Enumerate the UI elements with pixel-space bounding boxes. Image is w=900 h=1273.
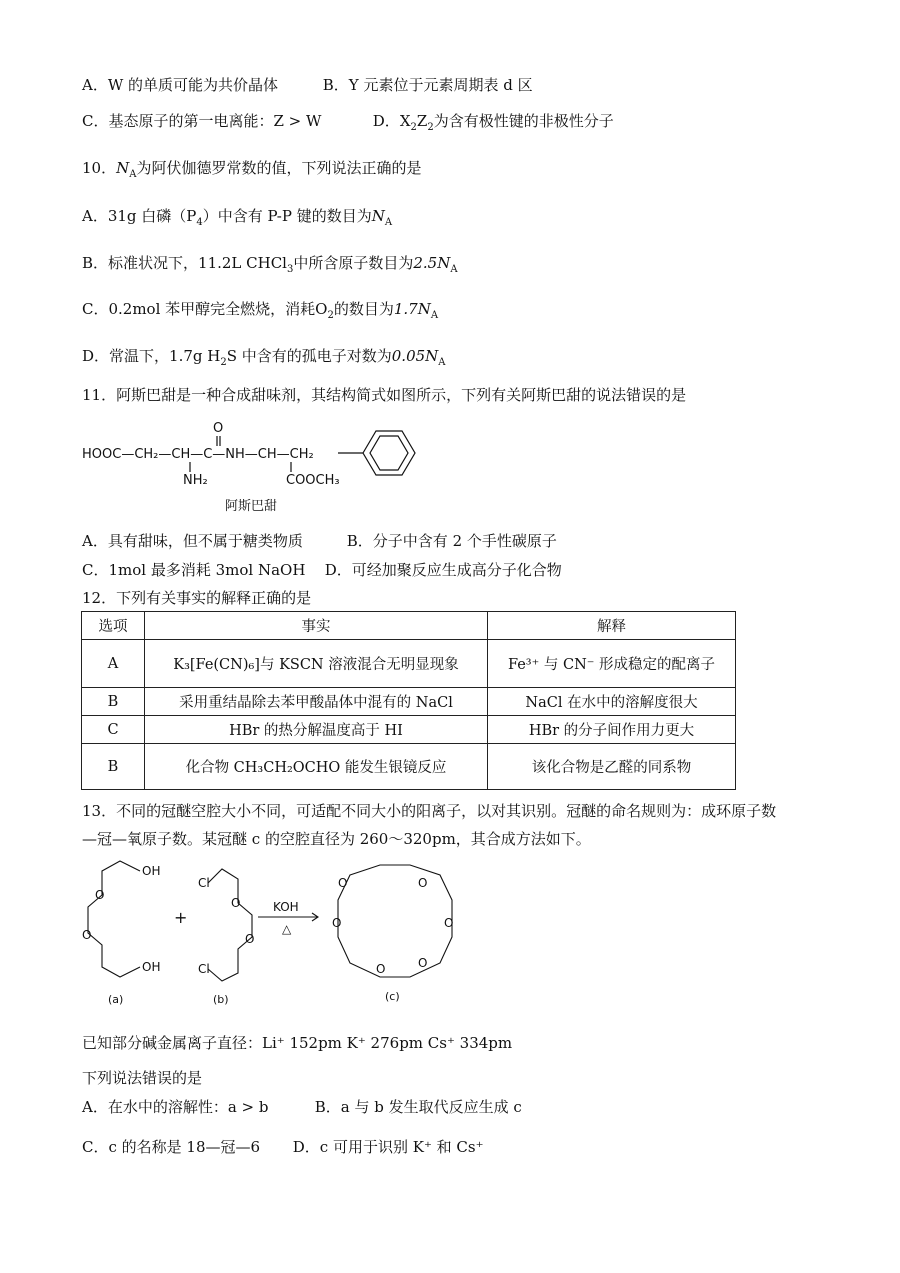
aspartame-structure — [80, 418, 440, 518]
q10-option-a: A．31g 白磷$(P_4)$中含有 P-P 键的数目为$N_A$ — [82, 207, 393, 228]
svg-text:O: O — [245, 932, 255, 946]
label-a: (a) — [108, 993, 124, 1006]
structure-caption: 阿斯巴甜 — [225, 499, 278, 514]
svg-text:O: O — [376, 962, 386, 976]
table-row: B 采用重结晶除去苯甲酸晶体中混有的 NaCl NaCl 在水中的溶解度很大 — [82, 688, 736, 716]
q13-stem-line-1: 13．不同的冠醚空腔大小不同，可适配不同大小的阳离子，以对其识别。冠醚的命名规则为：成环原子数 — [82, 802, 777, 820]
facts-table — [81, 611, 736, 790]
q11-option-row-1 — [82, 530, 557, 552]
svg-text:Cl: Cl — [198, 962, 210, 976]
q11-option-b: B．分子中含有 2 个手性碳原子 — [346, 532, 557, 550]
table-header-row — [82, 612, 736, 640]
svg-text:O: O — [418, 956, 428, 970]
q11-option-row-2 — [82, 559, 562, 581]
svg-text:OH: OH — [142, 864, 161, 878]
q9-option-row-2 — [82, 110, 614, 139]
q13-prompt: 下列说法错误的是 — [82, 1069, 203, 1087]
heat-symbol: △ — [282, 922, 292, 936]
svg-text:O: O — [332, 916, 342, 930]
svg-text:O: O — [82, 928, 92, 942]
q11-stem: 11．阿斯巴甜是一种合成甜味剂，其结构简式如图所示，下列有关阿斯巴甜的说法错误的是 — [82, 386, 687, 404]
q9-option-b: B．Y 元素位于元素周期表 d 区 — [322, 76, 533, 94]
q9-option-row-1 — [82, 74, 533, 96]
table-row: A K₃[Fe(CN)₆]与 KSCN 溶液混合无明显现象 Fe³⁺ 与 CN⁻ 形成稳定的配离子 — [82, 640, 736, 688]
q13-option-c: C．c 的名称是 18—冠—6 — [82, 1138, 261, 1156]
svg-text:O: O — [418, 876, 428, 890]
svg-text:O: O — [231, 896, 241, 910]
svg-text:OH: OH — [142, 960, 161, 974]
q11-option-c: C．1mol 最多消耗 3mol NaOH — [82, 561, 306, 579]
svg-text:O: O — [95, 888, 105, 902]
q13-stem-line-2: —冠—氧原子数。某冠醚 c 的空腔直径为 260～320pm，其合成方法如下。 — [82, 830, 591, 848]
q13-option-b: B．a 与 b 发生取代反应生成 c — [314, 1098, 522, 1116]
header-fact: 事实 — [145, 612, 488, 640]
label-c: (c) — [385, 990, 400, 1003]
q10-option-c: C．0.2mol 苯甲醇完全燃烧，消耗$O_2$的数目为$1.7N_A$ — [82, 300, 439, 321]
q13-option-a: A．在水中的溶解性：a > b — [82, 1098, 269, 1116]
q13-option-row-1 — [82, 1096, 522, 1118]
q9-option-d: D．$X_2Z_2$为含有极性键的非极性分子 — [372, 112, 614, 133]
svg-text:O: O — [213, 421, 224, 436]
q13-known-diameters: 已知部分碱金属离子直径：Li⁺ 152pm K⁺ 276pm Cs⁺ 334pm — [82, 1034, 513, 1052]
table-row: C HBr 的热分解温度高于 HI HBr 的分子间作用力更大 — [82, 716, 736, 744]
plus-sign: + — [174, 908, 188, 927]
header-option: 选项 — [82, 612, 145, 640]
svg-text:NH₂: NH₂ — [183, 473, 208, 488]
svg-text:COOCH₃: COOCH₃ — [286, 473, 340, 488]
q11-option-a: A．具有甜味，但不属于糖类物质 — [82, 532, 303, 550]
q11-option-d: D．可经加聚反应生成高分子化合物 — [324, 561, 562, 579]
q9-option-c: C．基态原子的第一电离能：Z > W — [82, 112, 322, 130]
q10-option-b: B．标准状况下，11.2L CHCl$_3$中所含原子数目为$2.5N_A$ — [82, 254, 458, 275]
q13-option-row-2 — [82, 1136, 484, 1158]
q10-stem: 10．$N_A$为阿伏伽德罗常数的值，下列说法正确的是 — [82, 159, 422, 180]
reagent-label: KOH — [273, 900, 299, 914]
header-reason: 解释 — [488, 612, 736, 640]
crown-ether-synthesis-scheme — [80, 855, 480, 1015]
svg-text:O: O — [444, 916, 454, 930]
svg-text:HOOC—CH₂—CH—C—NH—CH—CH₂: HOOC—CH₂—CH—C—NH—CH—CH₂ — [82, 447, 314, 462]
svg-text:O: O — [338, 876, 348, 890]
q13-option-d: D．c 可用于识别 K⁺ 和 Cs⁺ — [292, 1138, 484, 1156]
table-row: B 化合物 CH₃CH₂OCHO 能发生银镜反应 该化合物是乙醛的同系物 — [82, 744, 736, 790]
q9-option-a: A．W 的单质可能为共价晶体 — [82, 76, 279, 94]
svg-text:Cl: Cl — [198, 876, 210, 890]
q12-stem: 12．下列有关事实的解释正确的是 — [82, 589, 312, 607]
label-b: (b) — [213, 993, 229, 1006]
q10-option-d: D．常温下，1.7g $H_2S$ 中含有的孤电子对数为$0.05N_A$ — [82, 347, 446, 368]
